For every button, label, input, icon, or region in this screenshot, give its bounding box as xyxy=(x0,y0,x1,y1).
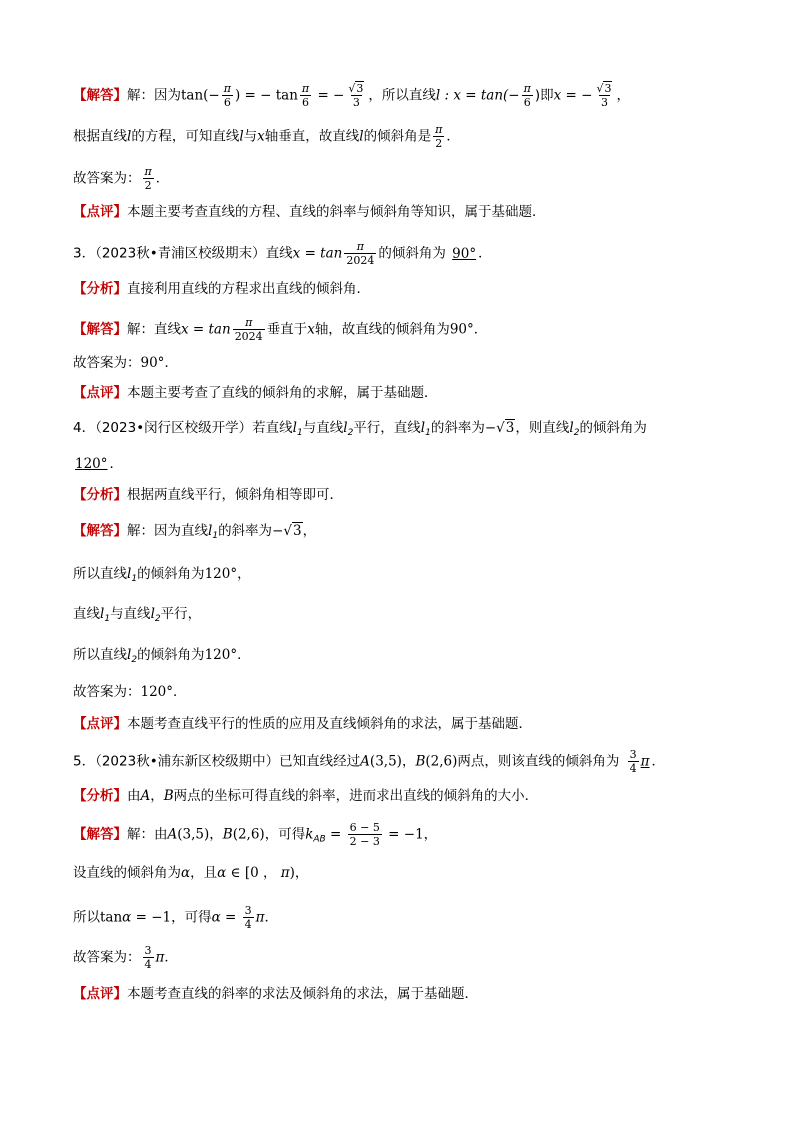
text: 垂直于 xyxy=(266,321,308,338)
text: 轴，故直线的倾斜角为 xyxy=(314,321,450,338)
math: l xyxy=(359,128,364,145)
comment-tag: 【点评】 xyxy=(73,204,127,220)
math: tan xyxy=(100,909,123,926)
frac-num: π xyxy=(144,165,152,178)
math: (3,5) xyxy=(369,753,402,770)
text: 5．（2023秋•浦东新区校级期中）已知直线经过 xyxy=(73,753,361,770)
solution-line-13 xyxy=(73,521,316,546)
math: (2,6) xyxy=(425,753,458,770)
frac-den: 2024 xyxy=(234,330,263,343)
math: − xyxy=(272,523,284,539)
math: α xyxy=(217,865,227,881)
frac-den: 6 xyxy=(302,96,310,109)
answer-line-17 xyxy=(73,682,187,702)
text-line-15 xyxy=(73,604,201,629)
fraction xyxy=(143,165,154,192)
analysis-tag: 【分析】 xyxy=(73,788,127,804)
comment-line-4 xyxy=(73,202,546,222)
math: l xyxy=(420,420,426,436)
text: 的方程，可知直线 xyxy=(131,128,240,145)
text: 与 xyxy=(243,128,258,145)
text: ． xyxy=(109,456,124,472)
answer-line-8 xyxy=(73,353,178,373)
text: 故答案为： xyxy=(73,684,141,700)
text: ， xyxy=(302,523,317,539)
frac-den: 2 xyxy=(144,179,152,192)
math: l : x = tan(− xyxy=(435,87,520,104)
answer-blank: 90° xyxy=(452,245,477,262)
math: A xyxy=(360,753,370,770)
text: 解：直线 xyxy=(127,321,181,338)
text: 本题考查直线的斜率的求法及倾斜角的求法，属于基础题． xyxy=(127,986,478,1002)
solution-tag: 【解答】 xyxy=(73,523,127,539)
sqrt: √3 xyxy=(496,420,515,436)
math: l xyxy=(127,128,132,145)
math: l xyxy=(239,128,244,145)
comment-line-18 xyxy=(73,714,532,734)
math: ∈ [0 ， xyxy=(226,865,281,881)
text: ， xyxy=(616,87,630,104)
fraction xyxy=(433,123,444,150)
subscript: 1 xyxy=(212,531,219,541)
answer-blank: 120° xyxy=(75,456,108,472)
text: ． xyxy=(446,128,460,145)
text: 根据直线 xyxy=(73,128,127,145)
text: 与直线 xyxy=(302,420,344,436)
math: A xyxy=(167,826,178,843)
radicand: 3 xyxy=(356,82,364,95)
text-line-23 xyxy=(73,904,278,931)
text-line-22 xyxy=(73,863,308,883)
text: 所以 xyxy=(73,909,100,926)
math: x xyxy=(307,321,315,338)
frac-den: 3 xyxy=(600,96,608,109)
math: B xyxy=(415,753,426,770)
frac-den: 2024 xyxy=(346,254,375,267)
text: ， xyxy=(237,566,251,582)
text: 解：因为直线 xyxy=(127,523,208,539)
frac-num: 6 − 5 xyxy=(349,821,380,834)
solution-line-21 xyxy=(73,821,437,850)
analysis-line-20 xyxy=(73,786,538,806)
subscript: 1 xyxy=(425,428,431,438)
analysis-line-6 xyxy=(73,279,370,299)
text: 设直线的倾斜角为 xyxy=(73,865,181,881)
question-5 xyxy=(73,748,665,775)
comment-tag: 【点评】 xyxy=(73,716,127,732)
text: 由 xyxy=(127,788,141,804)
frac-den: 3 xyxy=(352,96,360,109)
comment-line-9 xyxy=(73,383,438,403)
math: = xyxy=(220,909,241,926)
text: ， xyxy=(209,826,223,843)
analysis-line-12 xyxy=(73,485,343,505)
subscript: 2 xyxy=(573,428,580,438)
math: x xyxy=(257,128,265,145)
math: π xyxy=(255,909,265,926)
text: ，所以直线 xyxy=(368,87,436,104)
text: )即 xyxy=(534,87,554,104)
math: α xyxy=(211,909,221,926)
math: l xyxy=(569,420,574,436)
math: x = tan xyxy=(292,245,343,262)
text: ． xyxy=(164,949,178,966)
math: l xyxy=(100,606,105,622)
text: ． xyxy=(478,245,492,262)
fraction xyxy=(594,82,614,109)
text: ，则直线 xyxy=(515,420,570,436)
frac-den: 4 xyxy=(144,958,152,971)
text: 本题考查直线平行的性质的应用及直线倾斜角的求法，属于基础题． xyxy=(127,716,532,732)
math: = −1 xyxy=(131,909,172,926)
fraction xyxy=(222,82,233,109)
math: l xyxy=(127,566,132,582)
text: 两点，则该直线的倾斜角为 xyxy=(457,753,624,770)
frac-num: π xyxy=(435,123,443,136)
fraction xyxy=(143,944,154,971)
text: 故答案为： xyxy=(73,949,141,966)
math: )， xyxy=(289,865,309,881)
frac-num: 3 xyxy=(244,904,252,917)
frac-num: π xyxy=(223,82,231,95)
math: 120° xyxy=(204,647,238,663)
analysis-tag: 【分析】 xyxy=(73,487,127,503)
text: 4．（2023•闵行区校级开学）若直线 xyxy=(73,420,293,436)
subscript: 1 xyxy=(131,574,138,584)
comment-line-25 xyxy=(73,984,478,1004)
text: ， xyxy=(150,788,164,804)
question-4-answer xyxy=(73,454,123,474)
text: 故答案为： xyxy=(73,170,141,187)
text: 故答案为： xyxy=(73,355,141,371)
analysis-tag: 【分析】 xyxy=(73,281,127,297)
text-line-2 xyxy=(73,123,460,150)
text: ． xyxy=(651,753,666,770)
text: 所以直线 xyxy=(73,647,127,663)
text: 本题主要考查直线的方程、直线的斜率与倾斜角等知识，属于基础题． xyxy=(127,204,546,220)
frac-den: 6 xyxy=(223,96,231,109)
frac-num: √3 xyxy=(348,82,364,95)
math: x = − xyxy=(553,87,593,104)
text: ，可得 xyxy=(171,909,212,926)
text: ，且 xyxy=(190,865,218,881)
math: π xyxy=(280,865,290,881)
comment-tag: 【点评】 xyxy=(73,986,127,1002)
text: 的倾斜角为 xyxy=(579,420,647,436)
frac-num: π xyxy=(301,82,310,95)
math: − xyxy=(484,420,497,436)
frac-num: √3 xyxy=(596,82,612,95)
radicand: 3 xyxy=(604,82,612,95)
math: 120° xyxy=(204,566,238,582)
math: = −1 xyxy=(383,826,424,843)
math: B xyxy=(222,826,233,843)
math: l xyxy=(208,523,213,539)
solution-tag: 【解答】 xyxy=(73,87,127,104)
math: = − xyxy=(313,87,345,104)
math: 120° xyxy=(140,684,174,700)
math: π xyxy=(155,949,165,966)
math: l xyxy=(292,420,297,436)
text: 的倾斜角为 xyxy=(137,647,205,663)
frac-num: π xyxy=(523,82,531,95)
text: 的斜率为 xyxy=(430,420,485,436)
text: 轴垂直，故直线 xyxy=(264,128,360,145)
fraction xyxy=(344,240,376,267)
math: 90° xyxy=(449,321,474,338)
question-4 xyxy=(73,418,647,443)
answer-line-3 xyxy=(73,165,169,192)
fraction xyxy=(348,821,382,848)
frac-den: 4 xyxy=(244,918,252,931)
subscript: 1 xyxy=(104,614,111,624)
fraction xyxy=(300,82,311,109)
subscript: 2 xyxy=(347,428,354,438)
fraction xyxy=(628,748,639,775)
text: 解：由 xyxy=(127,826,168,843)
frac-den: 6 xyxy=(523,96,531,109)
text: ． xyxy=(264,909,278,926)
text: ． xyxy=(473,321,488,338)
text: 根据两直线平行，倾斜角相等即可． xyxy=(127,487,343,503)
subscript: 1 xyxy=(297,428,303,438)
solution-tag: 【解答】 xyxy=(73,321,127,338)
math: tan(− xyxy=(181,87,220,104)
frac-num: 3 xyxy=(629,748,637,761)
fraction xyxy=(243,904,254,931)
fraction xyxy=(233,316,265,343)
text: ，可得 xyxy=(264,826,306,843)
text: 3．（2023秋•青浦区校级期末）直线 xyxy=(73,245,293,262)
text: 平行， xyxy=(160,606,202,622)
text: 本题主要考查了直线的倾斜角的求解，属于基础题． xyxy=(127,385,438,401)
text: 与直线 xyxy=(110,606,151,622)
text: 的倾斜角是 xyxy=(363,128,432,145)
fraction xyxy=(346,82,366,109)
text: 直接利用直线的方程求出直线的倾斜角． xyxy=(127,281,370,297)
text: 的斜率为 xyxy=(218,523,273,539)
frac-den: 4 xyxy=(629,762,637,775)
math: k xyxy=(305,826,314,843)
text: 平行，直线 xyxy=(353,420,421,436)
math: α xyxy=(181,865,191,881)
text: ． xyxy=(173,684,187,700)
math: l xyxy=(150,606,155,622)
question-3 xyxy=(73,240,492,267)
math: (2,6) xyxy=(232,826,265,843)
math: α xyxy=(122,909,132,926)
math: l xyxy=(127,647,132,663)
text-line-16 xyxy=(73,645,251,670)
text: ． xyxy=(237,647,251,663)
answer-line-24 xyxy=(73,944,178,971)
radicand: 3 xyxy=(292,523,302,539)
answer-blank xyxy=(624,748,652,775)
text: 的倾斜角为 xyxy=(137,566,205,582)
subscript: 2 xyxy=(131,655,138,665)
solution-line-1 xyxy=(73,82,630,109)
subscript: 2 xyxy=(154,614,161,624)
text: 所以直线 xyxy=(73,566,127,582)
solution-tag: 【解答】 xyxy=(73,826,127,843)
math: (3,5) xyxy=(177,826,210,843)
text: 的倾斜角为 xyxy=(378,245,451,262)
frac-den: 2 xyxy=(435,137,443,150)
text: ． xyxy=(155,170,170,187)
comment-tag: 【点评】 xyxy=(73,385,127,401)
text-line-14 xyxy=(73,564,251,589)
frac-den: 2 − 3 xyxy=(349,835,380,848)
text: 直线 xyxy=(73,606,100,622)
frac-num: π xyxy=(245,316,253,329)
math: 90° xyxy=(140,355,165,371)
fraction xyxy=(522,82,533,109)
sqrt: √3 xyxy=(283,523,302,539)
subscript: AB xyxy=(313,834,326,845)
text: ， xyxy=(423,826,438,843)
text: ． xyxy=(164,355,178,371)
frac-num: π xyxy=(356,240,364,253)
math: x = tan xyxy=(181,321,231,338)
text: 解：因为 xyxy=(127,87,181,104)
frac-num: 3 xyxy=(144,944,152,957)
math: = xyxy=(325,826,346,843)
text: ， xyxy=(401,753,416,770)
radicand: 3 xyxy=(505,420,515,436)
solution-line-7 xyxy=(73,316,487,343)
math: A xyxy=(140,788,151,804)
math: π xyxy=(640,753,650,770)
text: 两点的坐标可得直线的斜率，进而求出直线的倾斜角的大小． xyxy=(173,788,539,804)
math: ) = − tan xyxy=(234,87,298,104)
math: l xyxy=(343,420,348,436)
math: B xyxy=(163,788,174,804)
